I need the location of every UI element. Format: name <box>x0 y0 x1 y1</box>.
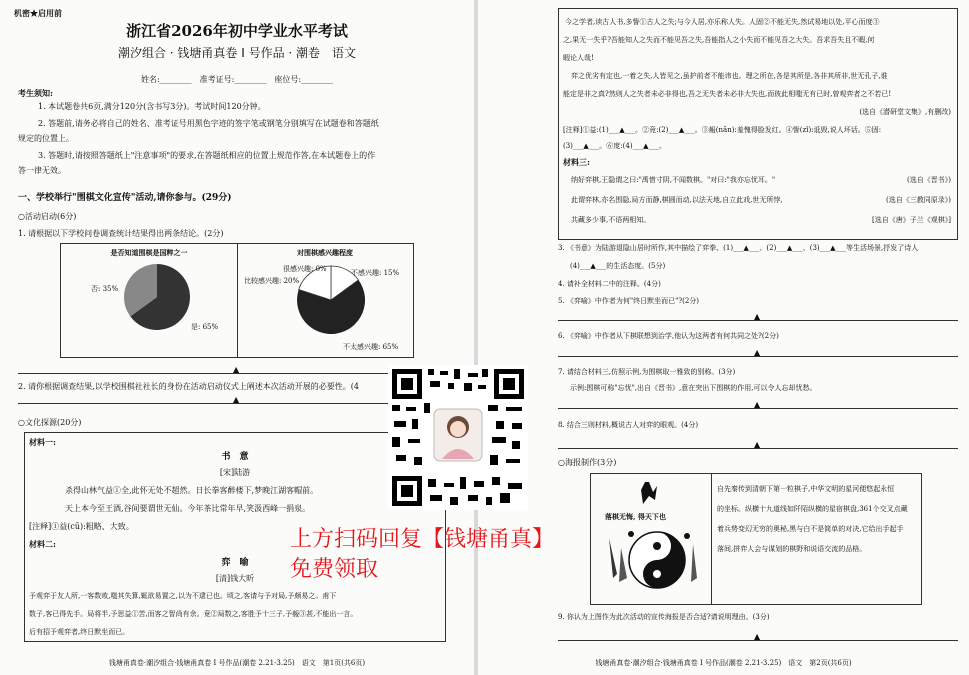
exam-page-1 <box>0 0 474 675</box>
promo-text-line1: 上方扫码回复【钱塘甬真】 <box>290 527 555 552</box>
notice-line: 2. 答题前,请务必将自己的姓名、准考证号用黑色字迹的签字笔或钢笔分别填写在试题卷和答题纸 <box>38 119 379 128</box>
question-3-cont: (4)___▲___的生活态度。(5分) <box>570 262 666 270</box>
survey-charts <box>60 243 414 358</box>
notice-line: 3. 答题时,请按照答题纸上"注意事项"的要求,在答题纸相应的位置上规范作答,在本试题卷上的作 <box>38 151 376 160</box>
poster-text-line: 自先秦传到清朝下第一粒棋子,中华文明的星河便悠起永恒 <box>717 485 895 493</box>
answer-mark: ▲ <box>754 348 761 357</box>
pie2-label-very: 很感兴趣: 0% <box>283 265 327 273</box>
pie1-chart <box>122 262 192 332</box>
poster-text-line: 落间,拼弈人会与谋划的棋野和说语交流的品格。 <box>717 545 867 553</box>
question-1: 1. 请根据以下学校问卷调查统计结果得出两条结论。(2分) <box>18 229 224 238</box>
material-3-line: 此谓弈林,亦名围隐,局方而静,棋圆而动,以法天地,自立此戏,世无所悖, <box>571 196 783 204</box>
page-footer: 钱塘甬真卷·潮汐组合·钱塘甬真卷 I 号作品(潮卷 2.21-3.25) 语文 第2页(共6页) <box>595 659 852 667</box>
poem-line: 天上本今至王酒,谷间要谓世无仙。今年茶比常年早,笑汲西峰一捐泉。 <box>65 504 311 513</box>
page-footer: 钱塘甬真卷·潮汐组合·钱塘甬真卷 I 号作品(潮卷 2.21-3.25) 语文 第1页(共6页) <box>108 659 366 667</box>
essay-line: 数子,客已得先手。局将半,予思益①苦,而客之智尚有余。竟②局数之,客胜予十三子,予赧③甚,不能出一言。 <box>29 610 358 618</box>
promo-text-line2: 免费领取 <box>290 557 379 582</box>
question-7-example: 示例:围棋可称"忘忧",出自《晋书》,意在突出下围棋的作用,可以令人忘却忧愁。 <box>570 384 817 392</box>
notice-line: 规定的位置上。 <box>18 134 74 143</box>
question-5: 5. 《弈喻》中作者为何"终日默坐而已"?(2分) <box>558 297 700 305</box>
exam-page-2 <box>478 0 969 675</box>
material-3-source: (选自《三教同原录》) <box>886 196 951 204</box>
question-8: 8. 结合三则材料,概说古人对弈的眼观。(4分) <box>558 421 699 429</box>
poster-text-line: 着兵势变幻无穷的奥秘,黑与白不是简单的对决,它给出手起手 <box>717 525 904 533</box>
material-1-label: 材料一: <box>29 437 56 447</box>
poem-note: [注释]①益(cū):粗略、大致。 <box>29 522 134 531</box>
essay-para-line: 能定是非之真?然则人之失者未必非得也,吾之无失者未必非大失也,而彼此相嗤无有已时,曾观弈者之不若已! <box>563 90 892 98</box>
pie2-label-fairly: 比较感兴趣: 20% <box>244 277 300 285</box>
qr-code[interactable] <box>388 365 528 510</box>
pie2-label-not: 不感兴趣: 15% <box>351 269 400 277</box>
essay-line: 后有招予观弈者,终日默坐而已。 <box>29 628 130 636</box>
question-6: 6. 《弈喻》中作者从下棋联想到治学,他认为这两者有何共同之处?(2分) <box>558 332 779 340</box>
question-3: 3. 《书意》为陆游退隐山居时所作,其中描绘了弈拳、(1)___▲___、(2)___▲___、(3)___▲___等生活场景,抒发了诗人 <box>558 244 919 252</box>
material-continued-box <box>558 8 958 240</box>
confidential-mark: 机密★启用前 <box>14 8 62 18</box>
pie2-label-notvery: 不太感兴趣: 65% <box>343 343 399 351</box>
section-1-heading: 一、学校举行"围棋文化宣传"活动,请你参与。(29分) <box>18 193 232 203</box>
poster-yin-yang-image <box>597 478 707 600</box>
note-line: [注释]①益:(1)___▲___。②竟:(2)___▲___。③赧(nǎn):羞愧得脸发红。④訾(zǐ):诋毁,说人坏话。⑤固: <box>563 126 882 134</box>
poster <box>590 473 922 605</box>
essay-para-line: 之,果无一失乎?吾能知人之失而不能见吾之失,吾能指人之小失而不能见吾之大失。吾求吾失且不暇,何 <box>563 36 875 44</box>
material-3-label: 材料三: <box>563 157 590 167</box>
pie2-title: 对围棋感兴趣程度 <box>297 248 353 257</box>
material-3-source: (选自《晋书》) <box>907 176 951 184</box>
poem-title: 书 意 <box>221 452 249 462</box>
note-line: (3)___▲___。⑥度:(4)___▲___。 <box>563 142 666 150</box>
material-3-line: 共藏多少事,不语两相知。 <box>571 216 651 224</box>
poster-text-line: 的坐标。纵横十九道线如阡陌纵横的星宿棋盘,361个交叉点藏 <box>717 505 908 513</box>
essay-author: [清]钱大昕 <box>215 574 255 583</box>
activity-poster-heading: ○海报制作(3分) <box>558 458 617 467</box>
notice-heading: 考生须知: <box>18 88 53 98</box>
essay-line: 予观弈于友人所,一客数败,嗤其失算,辄欲易置之,以为不逮已也。顷之,客请与予对局,予颇易之。甫下 <box>29 592 337 600</box>
answer-mark: ▲ <box>754 312 761 321</box>
candidate-fields: 姓名:________ 准考证号:________ 座位号:________ <box>140 75 334 84</box>
pie1-no-label: 否: 35% <box>91 285 119 293</box>
activity-culture-heading: ○文化探源(20分) <box>18 418 82 427</box>
poster-slogan: 落棋无悔, 得天下也 <box>605 512 666 521</box>
pie1-title: 是否知道围棋是国粹之一 <box>110 248 188 257</box>
essay-para-line: 今之学者,读古人书,多訾①古人之失;与今人居,亦乐称人失。人固②不能无失,然试易地以处,平心而度③ <box>565 18 880 26</box>
answer-mark: ▲ <box>754 440 761 449</box>
question-4: 4. 请补全材料二中的注释。(4分) <box>558 280 661 288</box>
poem-author: [宋]陆游 <box>219 468 251 477</box>
question-7: 7. 请结合材料三,仿照示例,为围棋取一雅致的别称。(3分) <box>558 368 736 376</box>
activity-launch-heading: ○活动启动(6分) <box>18 212 77 221</box>
answer-mark: ▲ <box>233 395 240 404</box>
material-3-source: [选自《唐》子兰《观棋》] <box>872 216 951 224</box>
poem-line: 杀得山林气益①全,此怀无处不超然。日长拳客醉楼下,梦晚江湖客帽前。 <box>65 486 319 495</box>
question-9: 9. 你认为上图作为此次活动的宣传海报是否合适?请说明理由。(3分) <box>558 613 770 621</box>
exam-title: 浙江省2026年初中学业水平考试 <box>126 22 348 40</box>
answer-mark: ▲ <box>754 400 761 409</box>
essay-title: 弈 喻 <box>221 558 249 568</box>
pie1-yes-label: 是: 65% <box>191 323 219 331</box>
exam-subtitle: 潮汐组合 · 钱塘甬真卷 I 号作品 · 潮卷 语文 <box>117 46 357 60</box>
essay-source: (选自《潜研堂文集》,有删改) <box>859 108 951 116</box>
notice-line: 1. 本试题卷共6页,满分120分(含书写3分)。考试时间120分钟。 <box>38 102 266 111</box>
question-2: 2. 请你根据调查结果,以学校围棋社社长的身份在活动启动仪式上阐述本次活动开展的必要性。(4 <box>18 382 359 391</box>
essay-para-line: 暇论人哉! <box>563 54 594 62</box>
material-3-line: 纳好弈棋,王隐谓之曰:"禹惜寸阴,不闻数棋。"对曰:"我亦忘忧耳。" <box>571 176 776 184</box>
notice-line: 答一律无效。 <box>18 166 66 175</box>
essay-para-line: 弈之优劣有定也,一着之失,人皆见之,虽护前者不能讳也。理之所在,各是其所是,各非其所非,世无孔子,谁 <box>571 72 888 80</box>
answer-mark: ▲ <box>233 365 240 374</box>
material-2-label: 材料二: <box>29 539 56 549</box>
answer-mark: ▲ <box>754 632 761 641</box>
